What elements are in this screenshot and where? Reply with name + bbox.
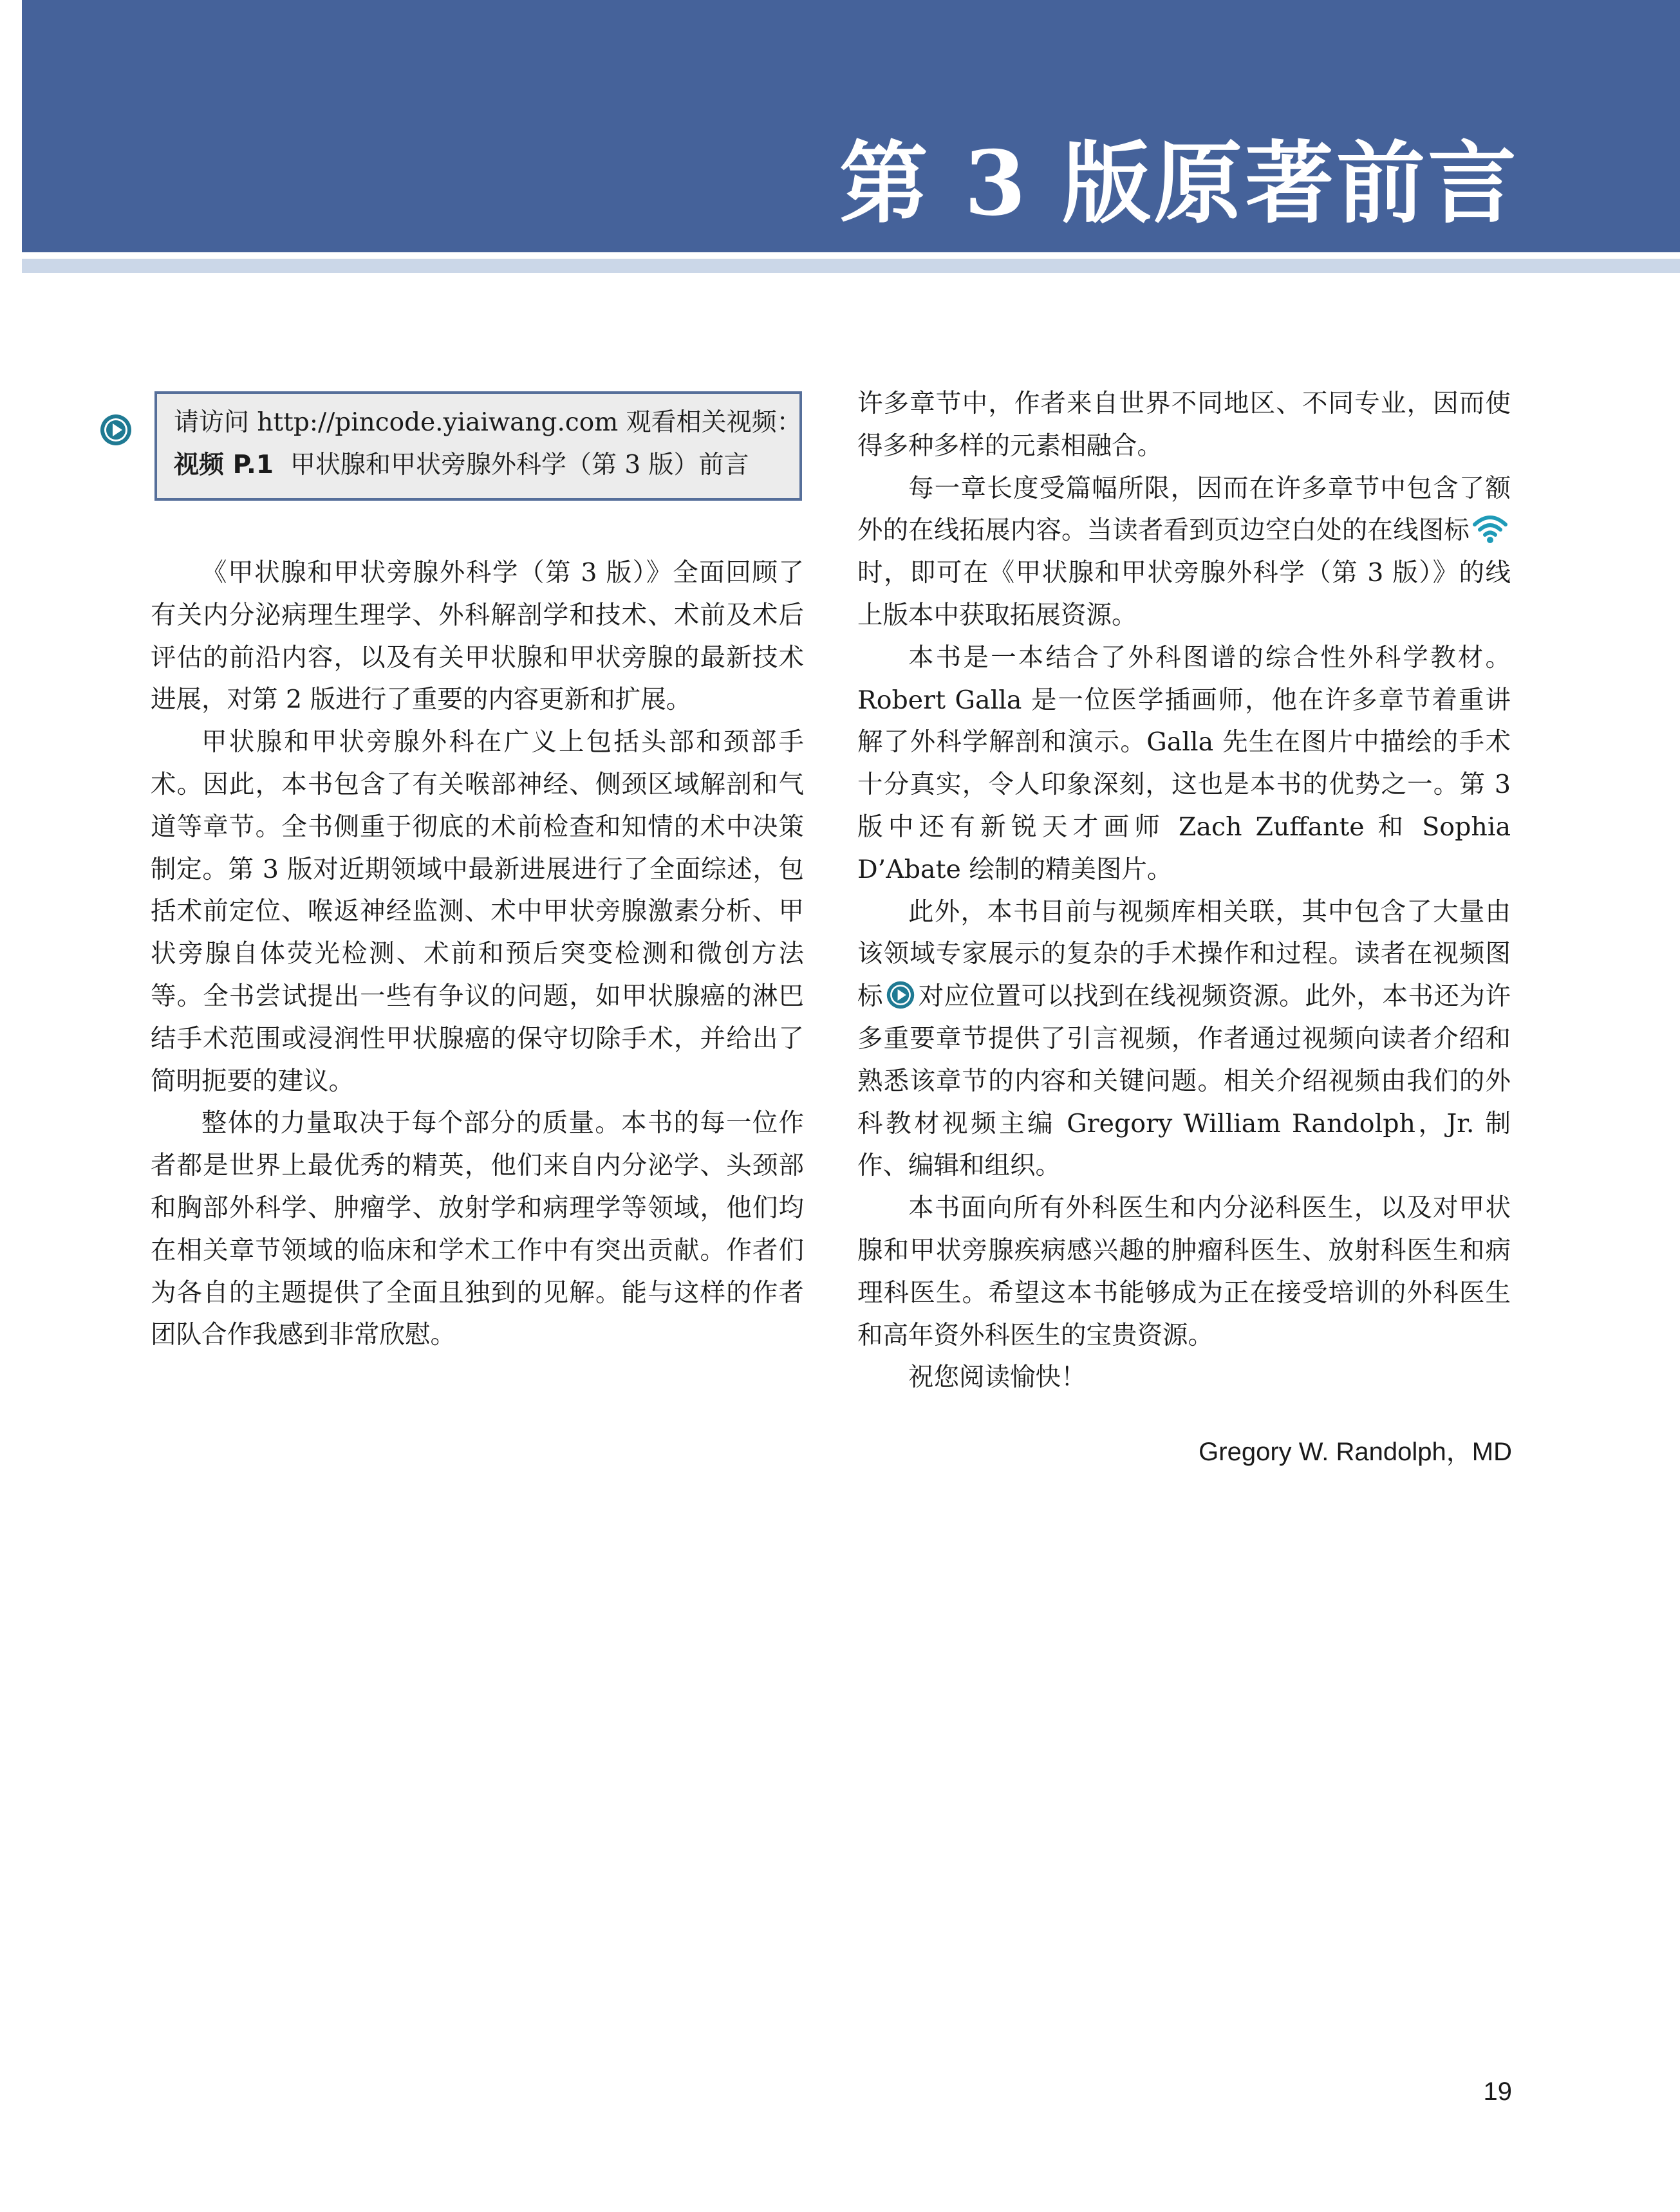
paragraph-text: 对应位置可以找到在线视频资源。此外，本书还为许多重要章节提供了引言视频，作者通过视频向读者介绍和熟悉该章节的内容和关键问题。相关介绍视频由我们的外科教材视频主编 Gregory William Randolph，Jr. 制作、编辑和组织。 bbox=[857, 981, 1511, 1181]
paragraph: 本书面向所有外科医生和内分泌科医生，以及对甲状腺和甲状旁腺疾病感兴趣的肿瘤科医生、放射科医生和病理科医生。希望这本书能够成为正在接受培训的外科医生和高年资外科医生的宝贵资源。 bbox=[857, 1193, 1511, 1350]
paragraph-text: 时，即可在《甲状腺和甲状旁腺外科学（第 3 版）》的线上版本中获取拓展资源。 bbox=[857, 558, 1511, 630]
paragraph: 本书是一本结合了外科图谱的综合性外科学教材。Robert Galla 是一位医学插画师，他在许多章节着重讲解了外科学解剖和演示。Galla 先生在图片中描绘的手术十分真实，令人印象深刻，这也是本书的优势之一。第 3 版中还有新锐天才画师 Zach Zuffante 和 Sophia D’Abate 绘制的精美图片。 bbox=[857, 642, 1511, 884]
left-column bbox=[151, 552, 804, 1357]
wifi-icon bbox=[1472, 514, 1508, 544]
paragraph: 整体的力量取决于每个部分的质量。本书的每一位作者都是世界上最优秀的精英，他们来自内分泌学、头颈部和胸部外科学、肿瘤学、放射学和病理学等领域，他们均在相关章节领域的临床和学术工作中有突出贡献。作者们为各自的主题提供了全面且独到的见解。能与这样的作者团队合作我感到非常欣慰。 bbox=[151, 1108, 804, 1350]
video-title: 甲状腺和甲状旁腺外科学（第 3 版）前言 bbox=[290, 451, 749, 479]
right-column bbox=[857, 383, 1511, 1399]
paragraph: 《甲状腺和甲状旁腺外科学（第 3 版）》全面回顾了有关内分泌病理生理学、外科解剖学和技术、术前及术后评估的前沿内容，以及有关甲状腺和甲状旁腺的最新技术进展，对第 2 版进行了重要的内容更新和扩展。 bbox=[151, 558, 804, 715]
paragraph-text: 此外，本书目前与视频库相关联，其中包含了大量由该领域专家展示的复杂的手术操作和过程。读者在视频图标 bbox=[857, 897, 1511, 1012]
paragraph: 甲状腺和甲状旁腺外科在广义上包括头部和颈部手术。因此，本书包含了有关喉部神经、侧颈区域解剖和气道等章节。全书侧重于彻底的术前检查和知情的术中决策制定。第 3 版对近期领域中最新进展进行了全面综述，包括术前定位、喉返神经监测、术中甲状旁腺激素分析、甲状旁腺自体荧光检测、术前和预后突变检测和微创方法等。全书尝试提出一些有争议的问题，如甲状腺癌的淋巴结手术范围或浸润性甲状腺癌的保守切除手术，并给出了简明扼要的建议。 bbox=[151, 727, 804, 1096]
header-divider bbox=[22, 259, 1680, 273]
video-play-icon[interactable] bbox=[99, 413, 133, 447]
paragraph-text: 每一章长度受篇幅所限，因而在许多章节中包含了额外的在线拓展内容。当读者看到页边空白处的在线图标 bbox=[857, 473, 1511, 546]
paragraph: 许多章节中，作者来自世界不同地区、不同专业，因而使得多种多样的元素相融合。 bbox=[857, 389, 1511, 461]
paragraph bbox=[857, 468, 1511, 637]
paragraph bbox=[857, 891, 1511, 1188]
video-notice-line: 请访问 http://pincode.yiaiwang.com 观看相关视频： bbox=[174, 408, 802, 437]
video-label: 视频 P.1 bbox=[174, 451, 274, 479]
video-reference-line[interactable] bbox=[174, 444, 783, 487]
author-signature: Gregory W. Randolph，MD bbox=[1199, 1438, 1512, 1466]
paragraph: 祝您阅读愉快！ bbox=[908, 1362, 1087, 1393]
page-number: 19 bbox=[1483, 2077, 1512, 2106]
page-title: 第 3 版原著前言 bbox=[839, 131, 1519, 236]
video-notice-box bbox=[154, 391, 802, 501]
video-play-icon[interactable] bbox=[886, 980, 915, 1010]
